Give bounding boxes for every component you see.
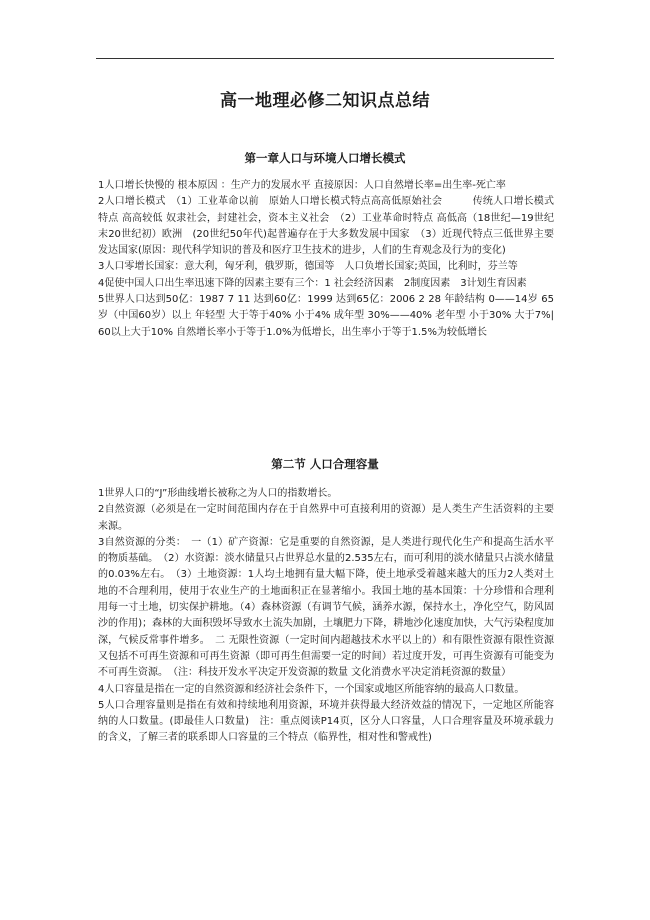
paragraph: 3人口零增长国家：意大利，匈牙利，俄罗斯，德国等 人口负增长国家;英国，比利时，芬兰等 — [98, 261, 518, 273]
paragraph: 1世界人口的“J”形曲线增长被称之为人口的指数增长。 — [98, 488, 338, 499]
paragraph: 5人口合理容量则是指在有效和持续地利用资源，环境并获得最大经济效益的情况下，一定地区所能容纳的人口数量。(即最佳人口数量) 注：重点阅读P14页，区分人口容量，人口合理容量及环境承载力的含义，了解三者的联系即人口容量的三个特点（临界性，相对性和警戒性) — [98, 699, 554, 744]
section-body-section-2 — [98, 486, 554, 747]
section-body-chapter-1 — [98, 178, 554, 341]
paragraph: 1人口增长快慢的 根本原因 ：生产力的发展水平 直接原因：人口自然增长率=出生率-死亡率 — [98, 180, 506, 191]
document-title: 高一地理必修二知识点总结 — [220, 91, 430, 111]
paragraph: 5世界人口达到50亿：1987 7 11 达到60亿：1999 达到65亿：2006 2 28 年龄结构 0——14岁 65岁（中国60岁）以上 年轻型 大于等于40% 小于4% 成年型 30%——40% 老年型 小于30% 大于7%|60以上大于10% 自然增长率小于等于1.0%为低增长，出生率小于等于1.5%为较低增长 — [98, 294, 554, 338]
paragraph: 2自然资源（必须是在一定时间范围内存在于自然界中可直接利用的资源）是人类生产生活资料的主要来源。 — [98, 504, 554, 532]
header-rule — [96, 58, 554, 59]
section-heading-section-2: 第二节 人口合理容量 — [271, 457, 379, 471]
paragraph: 4人口容量是指在一定的自然资源和经济社会条件下，一个国家或地区所能容纳的最高人口数量。 — [98, 683, 525, 695]
section-heading-chapter-1: 第一章人口与环境人口增长模式 — [244, 151, 406, 165]
paragraph: 2人口增长模式 （1）工业革命以前 原始人口增长模式特点高高低原始社会 传统人口增长模式 特点 高高较低 奴隶社会，封建社会，资本主义社会 （2）工业革命时特点 高低高（18世纪—19世纪末20世纪初）欧洲 (20世纪50年代)起普遍存在于大多数发展中国家 （3）近现代特点三低世界主要发达国家(原因：现代科学知识的普及和医疗卫生技术的进步，人们的生育观念及行为的变化) — [98, 196, 554, 257]
paragraph: 4促使中国人口出生率迅速下降的因素主要有三个：1 社会经济因素 2制度因素 3计划生育因素 — [98, 277, 527, 289]
paragraph: 3自然资源的分类： 一（1）矿产资源：它是重要的自然资源，是人类进行现代化生产和提高生活水平的物质基础。 （2）水资源：淡水储量只占世界总水量的2.535左右，而可利用的淡水储量只占淡水储量的0.03%左右。 （3）土地资源：1人均土地拥有量大幅下降，使土地承受着越来越大的压力2人类对土地的不合理利用，使用于农业生产的土地面积正在显著缩小。我国土地的基本国策：十分珍惜和合理利用每一寸土地，切实保护耕地。（4）森林资源（有调节气候，涵养水源，保持水土，净化空气，防风固沙的作用)；森林的大面积毁坏导致水土流失加剧，土壤肥力下降，耕地沙化速度加快，大气污染程度加深，气候反常事件增多。 二 无限性资源（一定时间内超越技术水平以上的）和有限性资源有限性资源又包括不可再生资源和可再生资源（即可再生但需要一定的时间）若过度开发，可再生资源有可能变为不可再生资源。 （注：科技开发水平决定开发资源的数量 文化消费水平决定消耗资源的数量） — [98, 536, 554, 679]
